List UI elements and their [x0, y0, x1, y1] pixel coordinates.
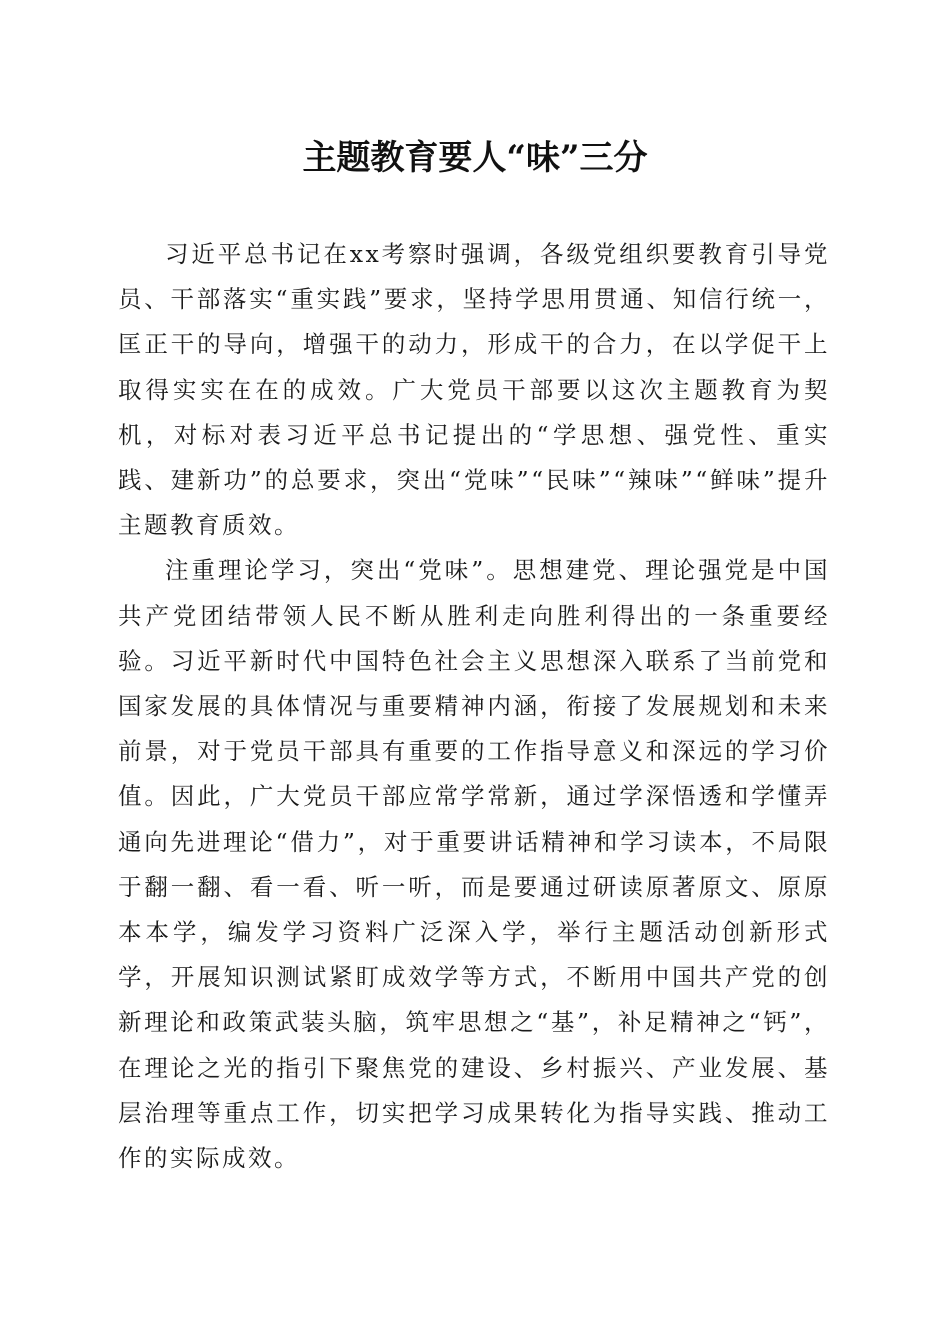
paragraph-intro: 习近平总书记在xx考察时强调，各级党组织要教育引导党员、干部落实“重实践”要求，坚持学思用贯通、知信行统一，匡正干的导向，增强干的动力，形成干的合力，在以学促干上取得实实在在的成效。广大党员干部要以这次主题教育为契机，对标对表习近平总书记提出的“学思想、强党性、重实践、建新功”的总要求，突出“党味”“民味”“辣味”“鲜味”提升主题教育质效。 — [118, 240, 830, 540]
paragraph-theory-study: 注重理论学习，突出“党味”。思想建党、理论强党是中国共产党团结带领人民不断从胜利走向胜利得出的一条重要经验。习近平新时代中国特色社会主义思想深入联系了当前党和国家发展的具体情况与重要精神内涵，衔接了发展规划和未来前景，对于党员干部具有重要的工作指导意义和深远的学习价值。因此，广大党员干部应常学常新，通过学深悟透和学懂弄通向先进理论“借力”，对于重要讲话精神和学习读本，不局限于翻一翻、看一看、听一听，而是要通过研读原著原文、原原本本学，编发学习资料广泛深入学，举行主题活动创新形式学，开展知识测试紧盯成效学等方式，不断用中国共产党的创新理论和政策武装头脑，筑牢思想之“基”，补足精神之“钙”，在理论之光的指引下聚焦党的建设、乡村振兴、产业发展、基层治理等重点工作，切实把学习成果转化为指导实践、推动工作的实际成效。 — [118, 556, 830, 1173]
document-body — [118, 232, 830, 1181]
page-title: 主题教育要人“味”三分 — [302, 138, 648, 178]
